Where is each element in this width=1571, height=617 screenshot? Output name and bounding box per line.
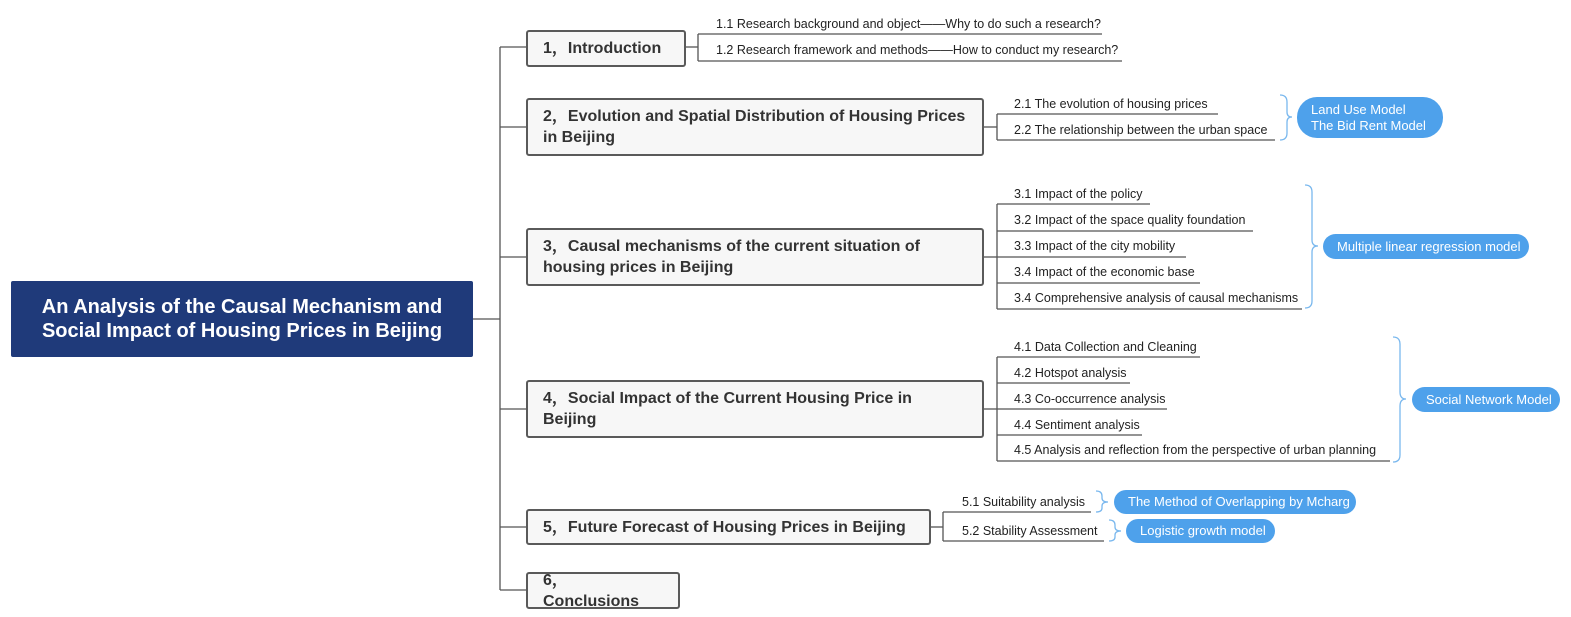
model-land-use-bid-rent[interactable] [1297, 97, 1443, 138]
section-title: 5，Future Forecast of Housing Prices in Beijing [543, 518, 906, 536]
section-title: 3，Causal mechanisms of the current situation of housing prices in Beijing [543, 238, 920, 276]
subtopic-5-2[interactable]: 5.2 Stability Assessment [962, 524, 1098, 538]
model-social-network[interactable] [1412, 387, 1560, 412]
section-evolution-distribution[interactable] [526, 98, 984, 156]
model-label: Multiple linear regression model [1337, 238, 1521, 254]
section-title: 6，Conclusions [543, 571, 640, 610]
section-title: 4，Social Impact of the Current Housing Price in Beijing [543, 390, 912, 428]
subtopic-4-4[interactable]: 4.4 Sentiment analysis [1014, 418, 1140, 432]
subtopic-2-1[interactable]: 2.1 The evolution of housing prices [1014, 97, 1208, 111]
section-social-impact[interactable] [526, 380, 984, 438]
section-conclusions[interactable] [526, 572, 680, 609]
subtopic-4-2[interactable]: 4.2 Hotspot analysis [1014, 366, 1127, 380]
model-label-2: The Bid Rent Model [1311, 117, 1426, 133]
subtopic-1-1[interactable]: 1.1 Research background and object——Why to do such a research? [716, 17, 1101, 31]
model-label: Social Network Model [1426, 391, 1552, 407]
subtopic-5-1[interactable]: 5.1 Suitability analysis [962, 495, 1085, 509]
subtopic-3-1[interactable]: 3.1 Impact of the policy [1014, 187, 1143, 201]
section-future-forecast[interactable] [526, 509, 931, 545]
section-title: 2，Evolution and Spatial Distribution of Housing Prices in Beijing [543, 108, 966, 146]
subtopic-1-2[interactable]: 1.2 Research framework and methods——How to conduct my research? [716, 43, 1119, 57]
root-title-line1: An Analysis of the Causal Mechanism and [41, 296, 443, 318]
subtopic-3-2[interactable]: 3.2 Impact of the space quality foundation [1014, 213, 1246, 227]
subtopic-3-5[interactable]: 3.4 Comprehensive analysis of causal mechanisms [1014, 291, 1299, 305]
section-title: 1，Introduction [543, 40, 662, 57]
section-causal-mechanisms[interactable] [526, 228, 984, 286]
subtopic-4-3[interactable]: 4.3 Co-occurrence analysis [1014, 392, 1166, 406]
root-title-line2: Social Impact of Housing Prices in Beijing [41, 320, 443, 342]
subtopic-3-4[interactable]: 3.4 Impact of the economic base [1014, 265, 1195, 279]
subtopic-4-1[interactable]: 4.1 Data Collection and Cleaning [1014, 340, 1197, 354]
model-label-1: Land Use Model [1311, 101, 1406, 117]
model-label: The Method of Overlapping by Mcharg [1128, 494, 1350, 509]
model-label: Logistic growth model [1140, 523, 1266, 538]
subtopic-4-5[interactable]: 4.5 Analysis and reflection from the perspective of urban planning [1014, 443, 1377, 457]
subtopic-3-3[interactable]: 3.3 Impact of the city mobility [1014, 239, 1176, 253]
model-logistic-growth[interactable] [1126, 519, 1275, 543]
root-topic[interactable] [11, 281, 473, 357]
section-introduction[interactable] [526, 30, 686, 67]
model-overlapping-mcharg[interactable] [1114, 490, 1356, 514]
model-multiple-linear-regression[interactable] [1323, 234, 1529, 259]
subtopic-2-2[interactable]: 2.2 The relationship between the urban space [1014, 123, 1268, 137]
